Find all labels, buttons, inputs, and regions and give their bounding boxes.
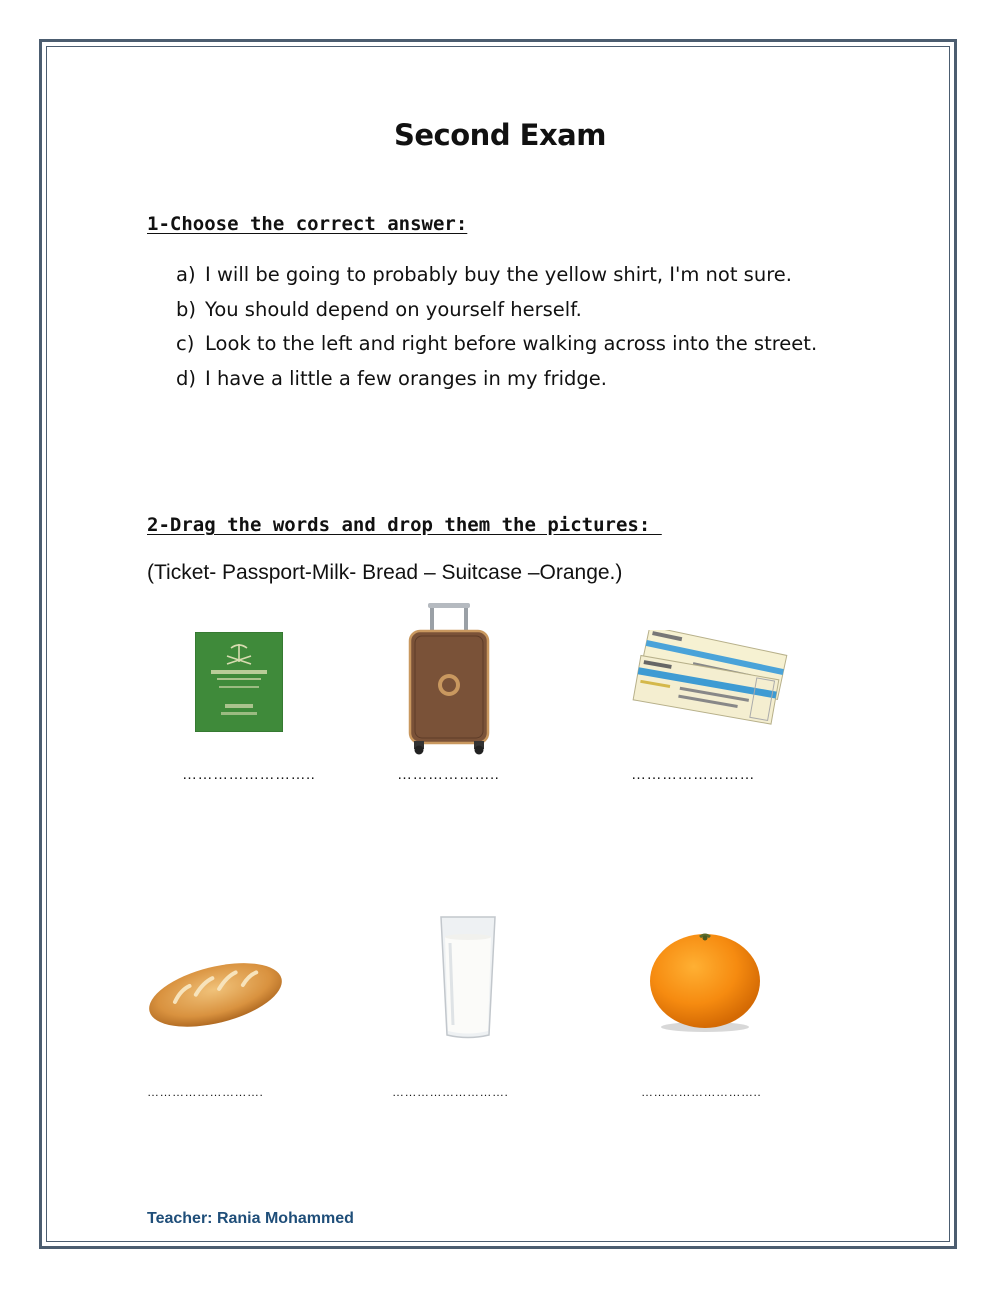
question-text[interactable]: I have a little a few oranges in my fridge.	[205, 366, 607, 390]
question-list	[176, 258, 826, 396]
answer-blank-ticket[interactable]: ……………………	[631, 766, 755, 783]
question-item	[176, 293, 826, 328]
answer-blank-suitcase[interactable]: ………………..	[397, 766, 500, 783]
section2-heading: 2-Drag the words and drop them the pictures:	[147, 514, 662, 536]
question-letter: a)	[176, 263, 196, 286]
question-letter: d)	[176, 366, 196, 390]
bread-image	[144, 950, 286, 1036]
tickets-image	[630, 630, 790, 730]
question-text[interactable]: I will be going to probably buy the yellow shirt, I'm not sure.	[205, 263, 792, 286]
teacher-name: Teacher: Rania Mohammed	[147, 1210, 354, 1227]
suitcase-image	[408, 603, 490, 755]
page-title: Second Exam	[394, 118, 606, 152]
orange-image	[644, 925, 766, 1035]
answer-blank-milk[interactable]: ……………………….	[392, 1085, 509, 1099]
question-item	[176, 327, 826, 362]
answer-blank-orange[interactable]: ………………………..	[641, 1085, 762, 1099]
question-text[interactable]: You should depend on yourself herself.	[205, 297, 582, 321]
milk-glass-image	[438, 913, 498, 1041]
section1-heading: 1-Choose the correct answer:	[147, 213, 468, 235]
question-text[interactable]: Look to the left and right before walking across into the street.	[205, 332, 818, 355]
word-bank[interactable]: (Ticket- Passport-Milk- Bread – Suitcase –Orange.)	[147, 561, 623, 584]
question-item	[176, 362, 826, 397]
passport-image	[195, 632, 283, 732]
answer-blank-bread[interactable]: ……………………….	[147, 1085, 264, 1099]
question-item	[176, 258, 826, 293]
question-letter: b)	[176, 297, 196, 321]
question-letter: c)	[176, 332, 195, 355]
answer-blank-passport[interactable]: ……………………..	[182, 766, 316, 783]
